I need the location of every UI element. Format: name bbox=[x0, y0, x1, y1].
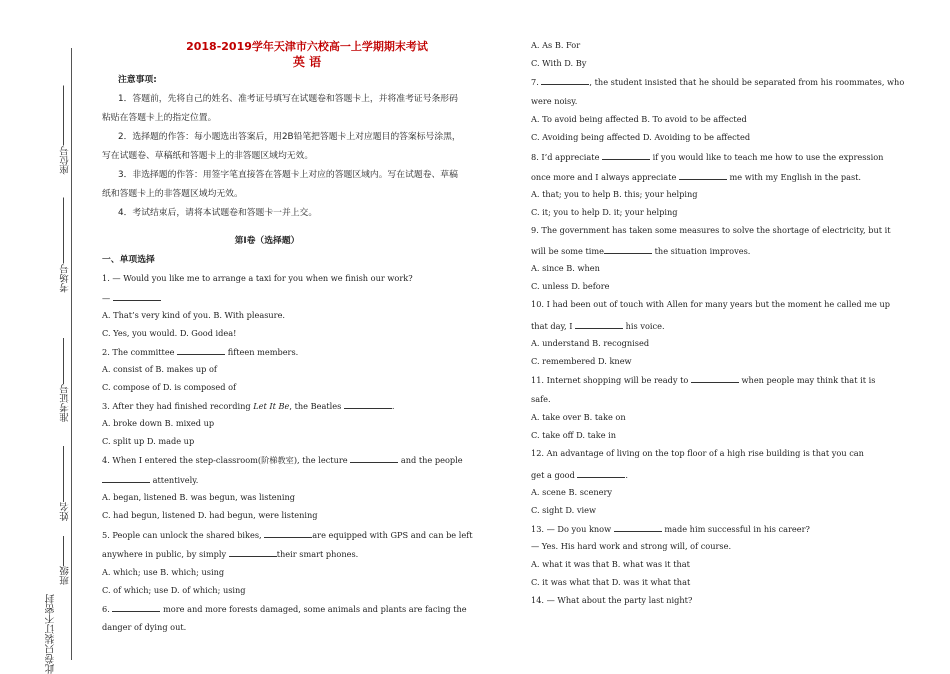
seat-field bbox=[60, 86, 71, 175]
song-title: Let It Be bbox=[253, 401, 290, 411]
question-stem bbox=[102, 346, 298, 357]
answer-blank bbox=[575, 320, 623, 329]
name-field bbox=[60, 446, 71, 521]
stem-text: when people may think that it is bbox=[741, 375, 876, 385]
stem-text: . bbox=[391, 401, 395, 411]
answer-blank bbox=[350, 454, 398, 463]
stem-text: are equipped with GPS and can be left bbox=[312, 530, 473, 540]
question-stem bbox=[102, 474, 198, 485]
binding-line bbox=[71, 48, 72, 660]
stem-text: , the Beatles bbox=[289, 401, 342, 411]
question-options: C. unless D. before bbox=[531, 281, 610, 291]
seat-label: 座位号 bbox=[60, 146, 71, 175]
question-stem: danger of dying out. bbox=[102, 622, 187, 632]
exam-id-label: 准考证号 bbox=[60, 384, 71, 422]
name-blank bbox=[63, 446, 65, 502]
stem-text: and the people bbox=[400, 455, 463, 465]
seal-note: 此卷只装订不密封 bbox=[46, 594, 57, 674]
stem-text: 5. People can unlock the shared bikes, bbox=[102, 530, 262, 540]
class-blank bbox=[63, 536, 65, 566]
stem-text: once more and I always appreciate bbox=[531, 172, 677, 182]
question-options: A. consist of B. makes up of bbox=[102, 364, 217, 374]
room-field bbox=[60, 198, 71, 293]
notice-line: 2．选择题的作答：每小题选出答案后，用2B铅笔把答题卡上对应题目的答案标号涂黑， bbox=[118, 132, 461, 142]
question-options: C. With D. By bbox=[531, 58, 587, 68]
question-stem bbox=[531, 171, 861, 182]
question-number: 6. bbox=[102, 604, 110, 614]
stem-text: made him successful in his career? bbox=[664, 524, 810, 534]
stem-text: the situation improves. bbox=[654, 246, 751, 256]
question-options: C. Yes, you would. D. Good idea! bbox=[102, 328, 237, 338]
stem-text: that day, I bbox=[531, 321, 573, 331]
dash: — bbox=[102, 293, 111, 303]
question-options: A. what it was that B. what was it that bbox=[531, 559, 690, 569]
notice-line: 4．考试结束后，请将本试题卷和答题卡一并上交。 bbox=[118, 208, 318, 218]
notice-line: 1．答题前，先将自己的姓名、准考证号填写在试题卷和答题卡上，并将准考证号条形码 bbox=[118, 94, 458, 104]
section-heading: 一、单项选择 bbox=[102, 255, 155, 265]
stem-text: their smart phones. bbox=[276, 549, 359, 559]
stem-text: 3. After they had finished recording bbox=[102, 401, 251, 411]
answer-blank bbox=[264, 529, 312, 538]
question-options: A. understand B. recognised bbox=[531, 338, 650, 348]
question-stem bbox=[102, 603, 467, 614]
room-blank bbox=[63, 198, 65, 264]
exam-id-field bbox=[60, 338, 71, 422]
question-options: A. since B. when bbox=[531, 263, 600, 273]
answer-blank bbox=[344, 400, 392, 409]
stem-text: get a good bbox=[531, 470, 575, 480]
question-stem bbox=[102, 529, 473, 540]
question-options: C. sight D. view bbox=[531, 505, 596, 515]
question-number: 7. bbox=[531, 77, 539, 87]
notice-line: 粘贴在答题卡上的指定位置。 bbox=[102, 113, 217, 123]
answer-blank bbox=[229, 548, 277, 557]
question-stem: 1. — Would you like me to arrange a taxi for you when we finish our work? bbox=[102, 273, 413, 283]
question-options: A. that; you to help B. this; your helping bbox=[531, 189, 698, 199]
question-options: C. Avoiding being affected D. Avoiding to be affected bbox=[531, 132, 751, 142]
stem-text: . bbox=[625, 470, 629, 480]
answer-blank bbox=[679, 171, 727, 180]
stem-text: 4. When I entered the step-classroom(阶梯教室), the lecture bbox=[102, 455, 348, 465]
question-stem bbox=[531, 374, 875, 385]
stem-text: will be some time bbox=[531, 246, 605, 256]
answer-blank bbox=[112, 603, 160, 612]
answer-blank bbox=[102, 474, 150, 483]
stem-text: , the student insisted that he should be separated from his roommates, who bbox=[589, 77, 905, 87]
class-field bbox=[60, 536, 71, 585]
answer-blank bbox=[614, 523, 662, 532]
name-label: 姓名 bbox=[60, 502, 71, 521]
question-options: C. take off D. take in bbox=[531, 430, 617, 440]
question-stem: were noisy. bbox=[531, 96, 578, 106]
question-options: C. it was what that D. was it what that bbox=[531, 577, 691, 587]
question-stem bbox=[531, 245, 750, 256]
question-options: A. scene B. scenery bbox=[531, 487, 612, 497]
stem-text: more and more forests damaged, some animals and plants are facing the bbox=[163, 604, 467, 614]
question-options: A. As B. For bbox=[531, 40, 581, 50]
question-stem: — Yes. His hard work and strong will, of course. bbox=[531, 541, 732, 551]
stem-text: 2. The committee bbox=[102, 347, 175, 357]
question-options: A. That’s very kind of you. B. With pleasure. bbox=[102, 310, 286, 320]
question-options: A. began, listened B. was begun, was listening bbox=[102, 492, 296, 502]
notice-line: 3．非选择题的作答：用签字笔直接答在答题卡上对应的答题区域内。写在试题卷、草稿 bbox=[118, 170, 458, 180]
notice-heading: 注意事项: bbox=[118, 75, 157, 85]
question-stem: 9. The government has taken some measures to solve the shortage of electricity, but it bbox=[531, 225, 891, 235]
answer-blank bbox=[577, 469, 625, 478]
question-stem bbox=[531, 76, 904, 87]
question-stem bbox=[102, 454, 463, 465]
answer-blank bbox=[541, 76, 589, 85]
stem-text: if you would like to teach me how to use the expression bbox=[652, 152, 884, 162]
question-stem: 12. An advantage of living on the top floor of a high rise building is that you can bbox=[531, 448, 864, 458]
stem-text: attentively. bbox=[152, 475, 199, 485]
question-options: C. remembered D. knew bbox=[531, 356, 632, 366]
question-stem bbox=[531, 151, 883, 162]
question-options: A. To avoid being affected B. To avoid to be affected bbox=[531, 114, 747, 124]
stem-text: me with my English in the past. bbox=[729, 172, 862, 182]
answer-blank bbox=[604, 245, 652, 254]
room-label: 考场号 bbox=[60, 264, 71, 293]
question-options: A. broke down B. mixed up bbox=[102, 418, 215, 428]
class-label: 班级 bbox=[60, 566, 71, 585]
question-options: C. it; you to help D. it; your helping bbox=[531, 207, 678, 217]
notice-line: 写在试题卷、草稿纸和答题卡上的非答题区域均无效。 bbox=[102, 151, 314, 161]
stem-text: his voice. bbox=[625, 321, 665, 331]
question-stem bbox=[102, 400, 395, 411]
question-options: C. had begun, listened D. had begun, were listening bbox=[102, 510, 318, 520]
notice-line: 纸和答题卡上的非答题区域均无效。 bbox=[102, 189, 243, 199]
question-options: C. compose of D. is composed of bbox=[102, 382, 237, 392]
question-stem bbox=[531, 469, 628, 480]
exam-title: 2018-2019学年天津市六校高一上学期期末考试 bbox=[186, 40, 428, 53]
answer-blank bbox=[602, 151, 650, 160]
seat-blank bbox=[63, 86, 65, 146]
answer-blank bbox=[177, 346, 225, 355]
question-stem bbox=[531, 523, 810, 534]
question-stem: 10. I had been out of touch with Allen for many years but the moment he called me up bbox=[531, 299, 890, 309]
question-options: A. which; use B. which; using bbox=[102, 567, 225, 577]
exam-subject: 英 语 bbox=[292, 55, 322, 69]
question-stem bbox=[531, 320, 665, 331]
exam-id-blank bbox=[63, 338, 65, 384]
stem-text: fifteen members. bbox=[227, 347, 299, 357]
answer-blank bbox=[113, 292, 161, 301]
question-stem bbox=[102, 548, 358, 559]
part-heading: 第Ⅰ卷（选择题） bbox=[234, 236, 300, 246]
question-stem: safe. bbox=[531, 394, 551, 404]
answer-blank bbox=[691, 374, 739, 383]
question-stem: 14. — What about the party last night? bbox=[531, 595, 693, 605]
question-stem bbox=[102, 292, 161, 303]
stem-text: 8. I’d appreciate bbox=[531, 152, 600, 162]
question-options: C. split up D. made up bbox=[102, 436, 195, 446]
stem-text: 13. — Do you know bbox=[531, 524, 612, 534]
stem-text: anywhere in public, by simply bbox=[102, 549, 227, 559]
question-options: C. of which; use D. of which; using bbox=[102, 585, 246, 595]
stem-text: 11. Internet shopping will be ready to bbox=[531, 375, 689, 385]
question-options: A. take over B. take on bbox=[531, 412, 626, 422]
